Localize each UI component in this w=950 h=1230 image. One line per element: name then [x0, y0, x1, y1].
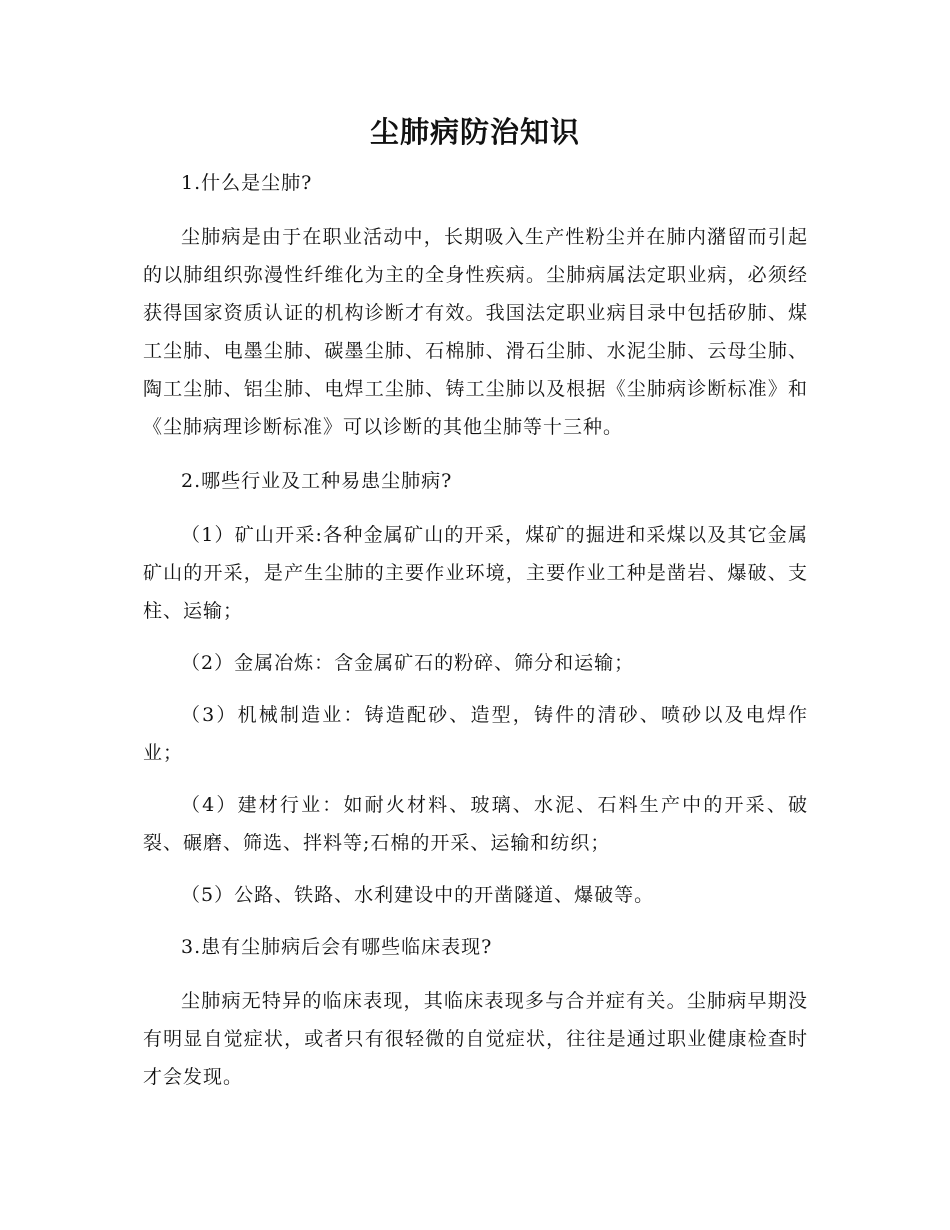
industry-item-5: （5）公路、铁路、水利建设中的开凿隧道、爆破等。: [181, 884, 655, 906]
industry-item-1: （1）矿山开采:各种金属矿山的开采，煤矿的掘进和采煤以及其它金属矿山的开采，是产生尘肺的主要作业环境，主要作业工种是凿岩、爆破、支柱、运输；: [143, 524, 808, 622]
paragraph-gap: [143, 772, 808, 786]
industry-item-2: （2）金属冶炼：含金属矿石的粉碎、筛分和运输；: [181, 652, 635, 674]
answer-1-paragraph: 尘肺病是由于在职业活动中，长期吸入生产性粉尘并在肺内潴留而引起的以肺组织弥漫性纤维化为主的全身性疾病。尘肺病属法定职业病，必须经获得国家资质认证的机构诊断才有效。我国法定职业病目录中包括矽肺、煤工尘肺、电墨尘肺、碳墨尘肺、石棉肺、滑石尘肺、水泥尘肺、云母尘肺、陶工尘肺、铝尘肺、电焊工尘肺、铸工尘肺以及根据《尘肺病诊断标准》和《尘肺病理诊断标准》可以诊断的其他尘肺等十三种。: [143, 226, 808, 438]
paragraph-gap: [143, 630, 808, 644]
answer-3-paragraph: 尘肺病无特异的临床表现，其临床表现多与合并症有关。尘肺病早期没有明显自觉症状，或者只有很轻微的自觉症状，往往是通过职业健康检查时才会发现。: [143, 990, 808, 1088]
paragraph-gap: [143, 202, 808, 218]
document-body: [143, 164, 808, 1096]
document-title: 尘肺病防治知识: [369, 115, 580, 149]
paragraph-gap: [143, 500, 808, 516]
industry-item-4: （4）建材行业：如耐火材料、玻璃、水泥、石料生产中的开采、破裂、碾磨、筛选、拌料等;石棉的开采、运输和纺织；: [143, 794, 808, 854]
paragraph-gap: [143, 914, 808, 928]
paragraph-gap: [143, 862, 808, 876]
paragraph-gap: [143, 682, 808, 696]
question-2: 2.哪些行业及工种易患尘肺病?: [181, 470, 453, 492]
question-3: 3.患有尘肺病后会有哪些临床表现?: [181, 936, 493, 958]
question-1: 1.什么是尘肺?: [181, 172, 313, 194]
industry-item-3: （3）机械制造业：铸造配砂、造型，铸件的清砂、喷砂以及电焊作业；: [143, 704, 808, 764]
paragraph-gap: [143, 966, 808, 982]
paragraph-gap: [143, 446, 808, 462]
